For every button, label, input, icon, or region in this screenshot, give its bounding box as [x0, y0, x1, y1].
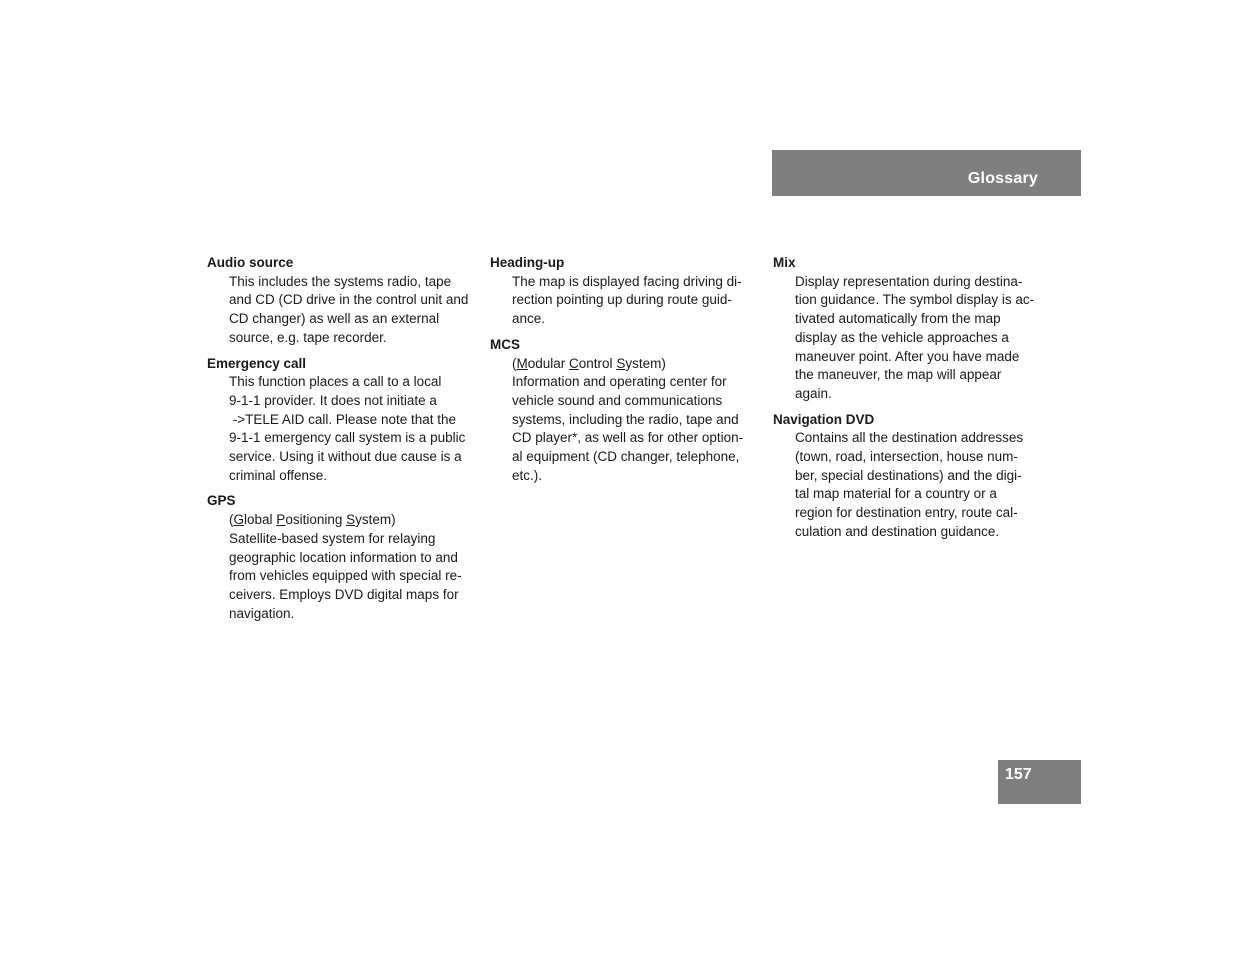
acronym-letter: S — [346, 512, 356, 528]
definition-line: This function places a call to a local — [229, 374, 442, 390]
glossary-entry — [207, 355, 479, 486]
glossary-entry — [490, 336, 762, 486]
definition-line: Satellite-based system for relaying — [229, 530, 436, 546]
definition-line: Display representation during destina- — [795, 273, 1023, 289]
definition-line: criminal offense. — [229, 467, 328, 483]
glossary-definition — [512, 355, 762, 486]
glossary-definition — [795, 429, 1045, 541]
definition-line: tion guidance. The symbol display is ac- — [795, 292, 1035, 308]
definition-line: culation and destination guidance. — [795, 523, 1000, 539]
definition-line: tivated automatically from the map — [795, 311, 1001, 327]
glossary-term: GPS — [207, 493, 236, 509]
glossary-definition — [795, 273, 1045, 404]
glossary-definition — [229, 511, 479, 623]
definition-line: display as the vehicle approaches a — [795, 329, 1009, 345]
section-title: Glossary — [967, 170, 1038, 187]
definition-line: source, e.g. tape recorder. — [229, 329, 387, 345]
definition-line: and CD (CD drive in the control unit and — [229, 292, 469, 308]
glossary-column-2 — [490, 254, 762, 492]
definition-line: etc.). — [512, 467, 543, 483]
definition-line: 9-1-1 emergency call system is a public — [229, 430, 466, 446]
acronym-expansion — [512, 355, 762, 374]
definition-line: geographic location information to and — [229, 549, 458, 565]
glossary-term: Emergency call — [207, 355, 307, 371]
glossary-entry — [207, 492, 479, 623]
acronym-letter: C — [569, 355, 579, 371]
glossary-entry — [773, 254, 1045, 404]
acronym-expansion — [229, 511, 479, 530]
definition-line: vehicle sound and communications — [512, 392, 723, 408]
page-number: 157 — [1005, 766, 1032, 783]
glossary-column-3 — [773, 254, 1045, 549]
definition-line: again. — [795, 385, 832, 401]
definition-line: CD changer) as well as an external — [229, 311, 440, 327]
definition-line: service. Using it without due cause is a — [229, 449, 462, 465]
definition-line: navigation. — [229, 605, 295, 621]
acronym-part: ontrol — [578, 355, 617, 371]
acronym-part: ( — [229, 512, 234, 528]
glossary-term: Heading-up — [490, 255, 565, 270]
glossary-definition — [229, 373, 479, 485]
glossary-term: Mix — [773, 255, 796, 270]
definition-line: CD player*, as well as for other option- — [512, 430, 744, 446]
definition-line: from vehicles equipped with special re- — [229, 568, 462, 584]
definition-line: ance. — [512, 311, 546, 327]
definition-line: systems, including the radio, tape and — [512, 411, 739, 427]
glossary-definition — [512, 273, 762, 329]
definition-line: the maneuver, the map will appear — [795, 367, 1002, 383]
acronym-part: ystem) — [625, 355, 666, 371]
definition-line: 9-1-1 provider. It does not initiate a — [229, 392, 437, 408]
glossary-term: Audio source — [207, 255, 294, 270]
glossary-term: Navigation DVD — [773, 411, 875, 427]
definition-line: (town, road, intersection, house num- — [795, 449, 1018, 465]
definition-line: al equipment (CD changer, telephone, — [512, 449, 740, 465]
section-header-tab — [772, 150, 1081, 196]
glossary-column-1 — [207, 254, 479, 630]
definition-line: This includes the systems radio, tape — [229, 273, 452, 289]
glossary-term: MCS — [490, 336, 520, 352]
glossary-entry — [207, 254, 479, 348]
acronym-part: ( — [512, 355, 517, 371]
definition-line: Information and operating center for — [512, 374, 727, 390]
acronym-part: odular — [527, 355, 570, 371]
definition-line: tal map material for a country or a — [795, 486, 997, 502]
definition-line: region for destination entry, route cal- — [795, 505, 1018, 521]
definition-line: ->TELE AID call. Please note that the — [229, 411, 457, 427]
acronym-part: lobal — [244, 512, 277, 528]
definition-line: ceivers. Employs DVD digital maps for — [229, 586, 459, 602]
acronym-part: ositioning — [285, 512, 347, 528]
acronym-letter: S — [616, 355, 626, 371]
glossary-entry — [490, 254, 762, 329]
glossary-definition — [229, 273, 479, 348]
acronym-letter: G — [233, 512, 245, 528]
definition-line: ber, special destinations) and the digi- — [795, 467, 1022, 483]
acronym-letter: P — [276, 512, 286, 528]
acronym-part: ystem) — [355, 512, 396, 528]
glossary-entry — [773, 411, 1045, 542]
acronym-letter: M — [516, 355, 528, 371]
definition-line: maneuver point. After you have made — [795, 348, 1020, 364]
definition-line: Contains all the destination addresses — [795, 430, 1024, 446]
definition-line: rection pointing up during route guid- — [512, 292, 732, 308]
definition-line: The map is displayed facing driving di- — [512, 273, 742, 289]
page-number-tab — [998, 760, 1081, 804]
